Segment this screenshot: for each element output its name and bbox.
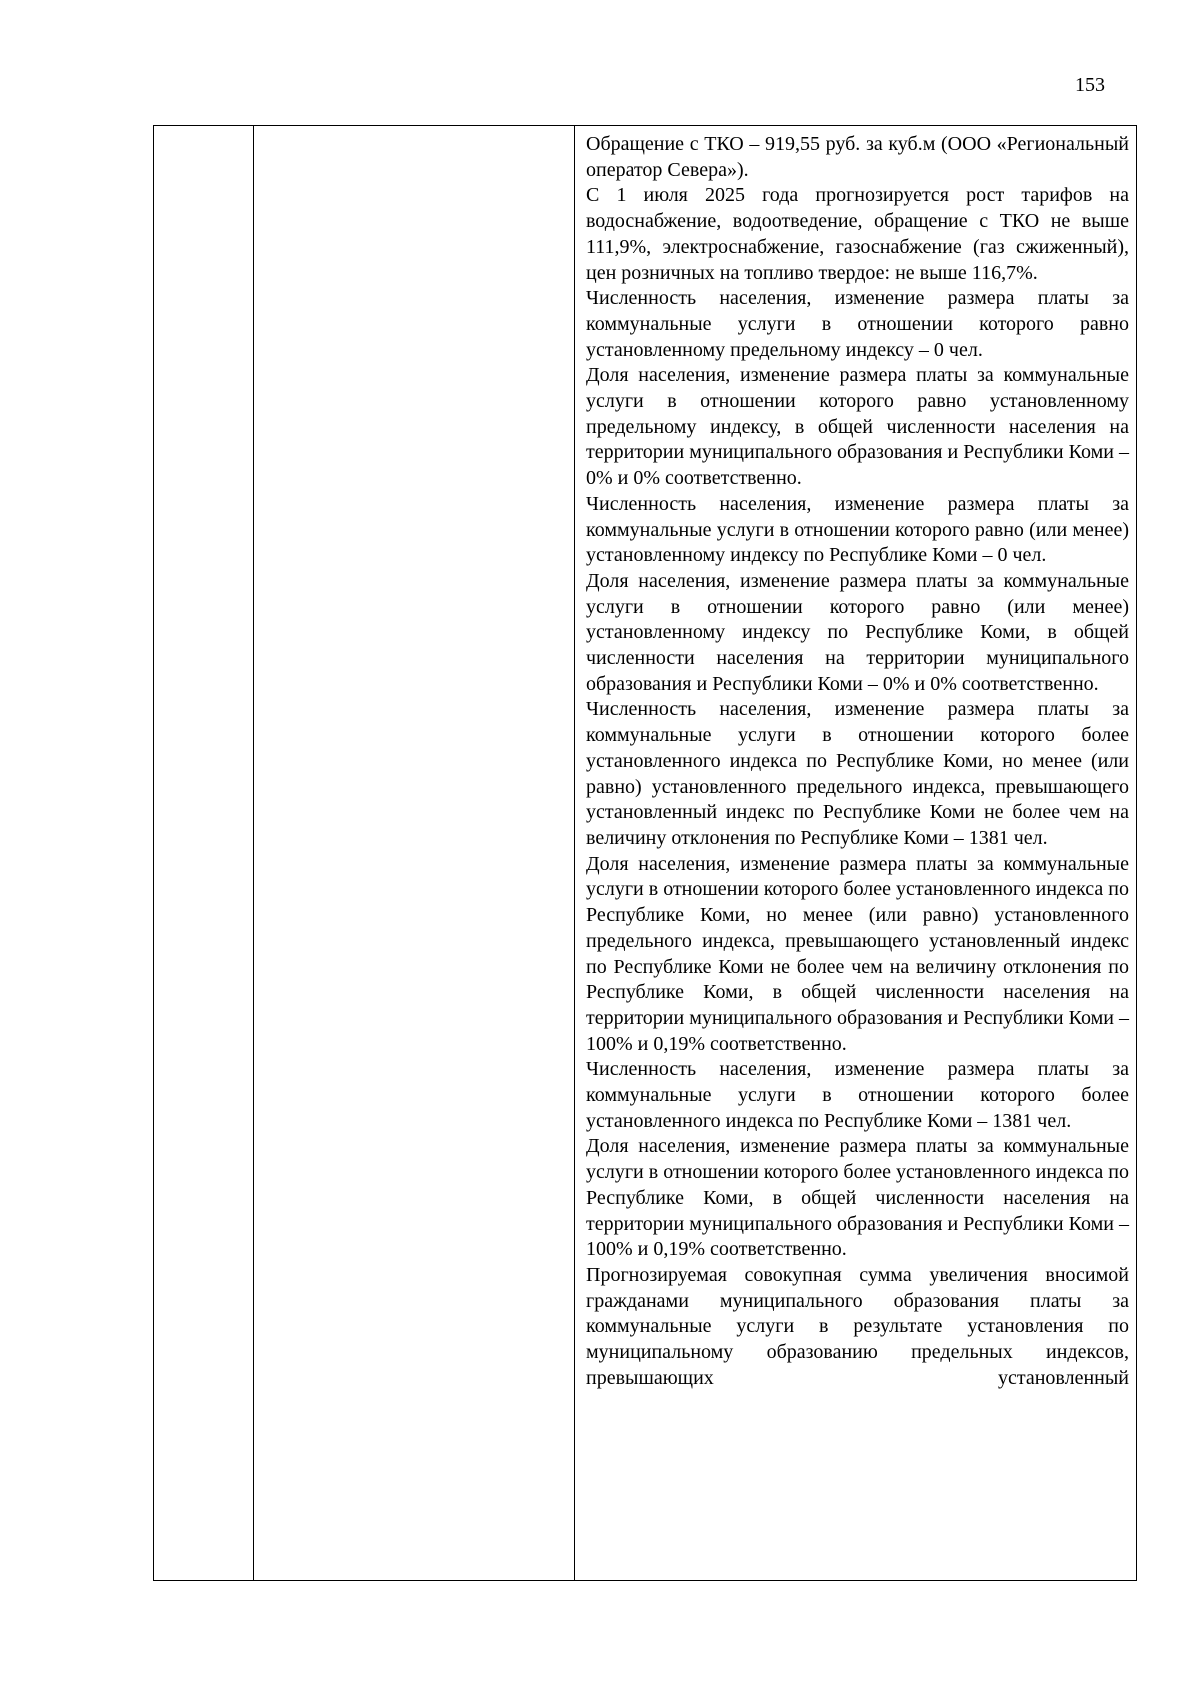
- paragraph-share-republic-index: Доля населения, изменение размера платы за коммунальные услуги в отношении которого равно (или менее) установленному индексу по Республике Коми, в общей численности населения на территории муниципального образования и Республики Коми – 0% и 0% соответственно.: [586, 569, 1129, 695]
- paragraph-tko-tariff: Обращение с ТКО – 919,55 руб. за куб.м (ООО «Региональный оператор Севера»).: [586, 133, 1129, 181]
- table-cell-1: [154, 126, 254, 1581]
- cell-text: [575, 126, 1136, 1391]
- table-cell-3: [575, 126, 1137, 1581]
- paragraph-share-limit-index: Доля населения, изменение размера платы за коммунальные услуги в отношении которого равно установленному предельному индексу, в общей численности населения на территории муниципального образования и Республики Коми – 0% и 0% соответственно.: [586, 364, 1129, 490]
- paragraph-population-deviation: Численность населения, изменение размера платы за коммунальные услуги в отношении которого более установленного индекса по Республике Коми, но менее (или равно) установленного предельного индекса, превышающего установленный индекс по Республике Коми не более чем на величину отклонения по Республике Коми – 1381 чел.: [586, 698, 1129, 849]
- paragraph-share-deviation: Доля населения, изменение размера платы за коммунальные услуги в отношении которого более установленного индекса по Республике Коми, но менее (или равно) установленного предельного индекса, превышающего установленный индекс по Республике Коми не более чем на величину отклонения по Республике Коми, в общей численности населения на территории муниципального образования и Республики Коми – 100% и 0,19% соответственно.: [586, 852, 1130, 1055]
- table-cell-2: [254, 126, 575, 1581]
- page-number: 153: [1075, 74, 1105, 96]
- document-table: [153, 125, 1137, 1581]
- paragraph-share-above-index: Доля населения, изменение размера платы за коммунальные услуги в отношении которого более установленного индекса по Республике Коми, в общей численности населения на территории муниципального образования и Республики Коми – 100% и 0,19% соответственно.: [586, 1135, 1130, 1261]
- table-row: [154, 126, 1137, 1581]
- paragraph-tariff-growth: С 1 июля 2025 года прогнозируется рост тарифов на водоснабжение, водоотведение, обращение с ТКО не выше 111,9%, электроснабжение, газоснабжение (газ сжиженный), цен розничных на топливо твердое: не выше 116,7%.: [586, 184, 1129, 284]
- paragraph-population-above-index: Численность населения, изменение размера платы за коммунальные услуги в отношении которого более установленного индекса по Республике Коми – 1381 чел.: [586, 1058, 1129, 1132]
- paragraph-population-limit-index: Численность населения, изменение размера платы за коммунальные услуги в отношении которого равно установленному предельному индексу – 0 чел.: [586, 287, 1129, 361]
- paragraph-forecast-sum: Прогнозируемая совокупная сумма увеличения вносимой гражданами муниципального образования платы за коммунальные услуги в результате установления по муниципальному образованию предельных индексов, превышающих установленный: [586, 1263, 1129, 1389]
- paragraph-population-republic-index: Численность населения, изменение размера платы за коммунальные услуги в отношении которого равно (или менее) установленному индексу по Республике Коми – 0 чел.: [586, 492, 1129, 567]
